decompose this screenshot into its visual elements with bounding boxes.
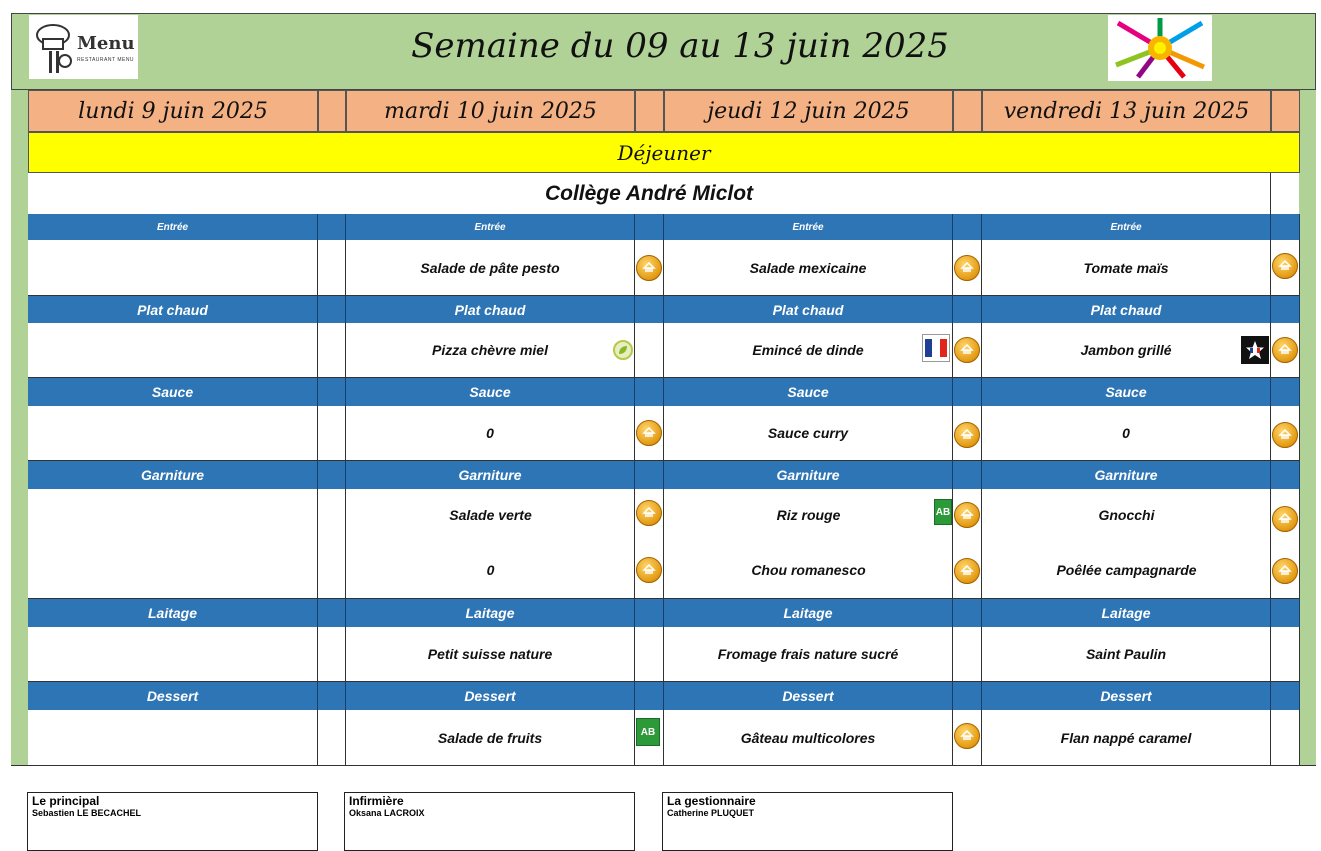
dish-plat-mardi: Pizza chèvre miel	[346, 323, 635, 378]
category-header-gap	[635, 214, 664, 240]
day-header-lundi: lundi 9 juin 2025	[28, 90, 318, 132]
organic-ab-label-icon: AB	[934, 499, 952, 525]
category-header-gap	[318, 599, 346, 627]
category-header-gap	[635, 461, 664, 489]
dish-garniture1-jeudi: Riz rouge	[776, 507, 841, 523]
organic-ab-label-icon: AB	[636, 718, 660, 746]
category-header-garniture-vendredi: Garniture	[982, 461, 1271, 489]
vegetarian-leaf-icon	[613, 340, 633, 360]
day-header-gap-4	[1271, 90, 1300, 132]
category-header-plat-jeudi: Plat chaud	[664, 296, 953, 323]
icon-cell	[635, 627, 664, 682]
category-header-sauce-jeudi: Sauce	[664, 378, 953, 406]
category-header-gap	[1271, 214, 1300, 240]
homemade-badge-icon	[954, 337, 980, 363]
dish-cell-empty	[28, 627, 318, 682]
homemade-badge-icon	[954, 558, 980, 584]
category-header-gap	[1271, 461, 1300, 489]
category-header-gap	[635, 296, 664, 323]
homemade-badge-icon	[1272, 422, 1298, 448]
category-header-plat-lundi: Plat chaud	[28, 296, 318, 323]
dish-dessert-jeudi: Gâteau multicolores	[664, 710, 953, 766]
day-header-gap-3	[953, 90, 982, 132]
homemade-badge-icon	[954, 422, 980, 448]
dish-cell-empty	[28, 240, 318, 296]
day-header-vendredi: vendredi 13 juin 2025	[982, 90, 1271, 132]
dish-dessert-mardi: Salade de fruits	[346, 710, 635, 766]
category-header-gap	[1271, 599, 1300, 627]
dish-garniture-mardi-cell	[346, 489, 635, 599]
dish-laitage-mardi: Petit suisse nature	[346, 627, 635, 682]
category-header-gap	[953, 599, 982, 627]
dish-sauce-mardi: 0	[346, 406, 635, 461]
category-header-dessert-mardi: Dessert	[346, 682, 635, 710]
dish-cell-empty	[28, 406, 318, 461]
category-header-gap	[953, 461, 982, 489]
homemade-badge-icon	[954, 723, 980, 749]
category-header-gap	[318, 682, 346, 710]
icon-cell	[1271, 627, 1300, 682]
dish-garniture-jeudi-cell	[664, 489, 953, 599]
category-header-entree-lundi: Entrée	[28, 214, 318, 240]
category-header-dessert-jeudi: Dessert	[664, 682, 953, 710]
dish-entree-vendredi: Tomate maïs	[982, 240, 1271, 296]
dish-cell-empty	[28, 489, 318, 599]
icon-cell	[318, 406, 346, 461]
dish-garniture2-vendredi: Poêlée campagnarde	[1056, 562, 1197, 578]
menu-logo	[29, 15, 138, 79]
dish-cell-empty	[28, 323, 318, 378]
french-origin-flag-icon	[922, 334, 950, 362]
dish-plat-jeudi: Emincé de dinde	[664, 323, 953, 378]
french-pork-star-icon	[1241, 336, 1269, 364]
category-header-dessert-vendredi: Dessert	[982, 682, 1271, 710]
category-header-gap	[635, 599, 664, 627]
signature-box-infirmiere	[344, 792, 635, 851]
icon-cell	[318, 627, 346, 682]
homemade-badge-icon	[636, 557, 662, 583]
homemade-badge-icon	[636, 255, 662, 281]
signature-name: Catherine PLUQUET	[667, 808, 755, 818]
category-header-entree-mardi: Entrée	[346, 214, 635, 240]
dish-laitage-vendredi: Saint Paulin	[982, 627, 1271, 682]
category-header-gap	[1271, 296, 1300, 323]
category-header-laitage-jeudi: Laitage	[664, 599, 953, 627]
dish-entree-jeudi: Salade mexicaine	[664, 240, 953, 296]
day-header-mardi: mardi 10 juin 2025	[346, 90, 635, 132]
category-header-sauce-lundi: Sauce	[28, 378, 318, 406]
dish-entree-mardi: Salade de pâte pesto	[346, 240, 635, 296]
day-header-gap-2	[635, 90, 664, 132]
homemade-badge-icon	[1272, 253, 1298, 279]
dish-laitage-jeudi: Fromage frais nature sucré	[664, 627, 953, 682]
category-header-laitage-lundi: Laitage	[28, 599, 318, 627]
icon-cell	[318, 323, 346, 378]
homemade-badge-icon	[954, 255, 980, 281]
icon-cell	[635, 323, 664, 378]
category-header-dessert-lundi: Dessert	[28, 682, 318, 710]
homemade-badge-icon	[1272, 558, 1298, 584]
signature-name: Oksana LACROIX	[349, 808, 425, 818]
category-header-gap	[953, 296, 982, 323]
homemade-badge-icon	[954, 502, 980, 528]
category-header-gap	[635, 682, 664, 710]
dish-sauce-jeudi: Sauce curry	[664, 406, 953, 461]
category-header-gap	[318, 296, 346, 323]
food-utensils-icon	[1108, 15, 1212, 81]
icon-cell	[318, 489, 346, 599]
homemade-badge-icon	[1272, 337, 1298, 363]
category-header-garniture-jeudi: Garniture	[664, 461, 953, 489]
dish-plat-vendredi: Jambon grillé	[982, 323, 1271, 378]
logo-text: Menu	[77, 33, 135, 54]
category-header-entree-jeudi: Entrée	[664, 214, 953, 240]
dish-cell-empty	[28, 710, 318, 766]
school-name: Collège André Miclot	[28, 173, 1271, 214]
category-header-garniture-mardi: Garniture	[346, 461, 635, 489]
category-header-garniture-lundi: Garniture	[28, 461, 318, 489]
signature-box-gestionnaire	[662, 792, 953, 851]
signature-title: Le principal	[32, 794, 100, 808]
homemade-badge-icon	[1272, 506, 1298, 532]
category-header-gap	[1271, 682, 1300, 710]
signature-box-principal	[27, 792, 318, 851]
dish-garniture1-vendredi: Gnocchi	[1098, 507, 1155, 523]
icon-cell	[318, 240, 346, 296]
day-header-gap-1	[318, 90, 346, 132]
category-header-gap	[953, 378, 982, 406]
category-header-gap	[953, 214, 982, 240]
dish-garniture2-jeudi: Chou romanesco	[751, 562, 866, 578]
homemade-badge-icon	[636, 420, 662, 446]
category-header-gap	[635, 378, 664, 406]
dish-garniture-vendredi-cell	[982, 489, 1271, 599]
category-header-gap	[318, 214, 346, 240]
icon-cell	[1271, 710, 1300, 766]
signature-title: Infirmière	[349, 794, 404, 808]
frame-left-border	[11, 13, 28, 766]
dish-sauce-vendredi: 0	[982, 406, 1271, 461]
food-splash-logo	[1108, 15, 1212, 81]
logo-subtext: RESTAURANT MENU	[77, 57, 135, 63]
table-bottom-border	[11, 765, 1316, 766]
frame-right-border	[1299, 13, 1316, 766]
category-header-gap	[318, 461, 346, 489]
dish-dessert-vendredi: Flan nappé caramel	[982, 710, 1271, 766]
icon-cell	[318, 710, 346, 766]
dish-garniture1-mardi: Salade verte	[449, 507, 532, 523]
signature-name: Sebastien LE BECACHEL	[32, 808, 142, 818]
homemade-badge-icon	[636, 500, 662, 526]
category-header-plat-mardi: Plat chaud	[346, 296, 635, 323]
category-header-laitage-mardi: Laitage	[346, 599, 635, 627]
category-header-sauce-vendredi: Sauce	[982, 378, 1271, 406]
category-header-entree-vendredi: Entrée	[982, 214, 1271, 240]
day-header-jeudi: jeudi 12 juin 2025	[664, 90, 953, 132]
meal-bar: Déjeuner	[28, 132, 1300, 173]
category-header-gap	[318, 378, 346, 406]
category-header-gap	[1271, 378, 1300, 406]
signature-title: La gestionnaire	[667, 794, 756, 808]
week-title: Semaine du 09 au 13 juin 2025	[411, 26, 949, 66]
dish-garniture2-mardi: 0	[486, 562, 495, 578]
category-header-gap	[953, 682, 982, 710]
category-header-sauce-mardi: Sauce	[346, 378, 635, 406]
category-header-plat-vendredi: Plat chaud	[982, 296, 1271, 323]
category-header-laitage-vendredi: Laitage	[982, 599, 1271, 627]
icon-cell	[953, 627, 982, 682]
